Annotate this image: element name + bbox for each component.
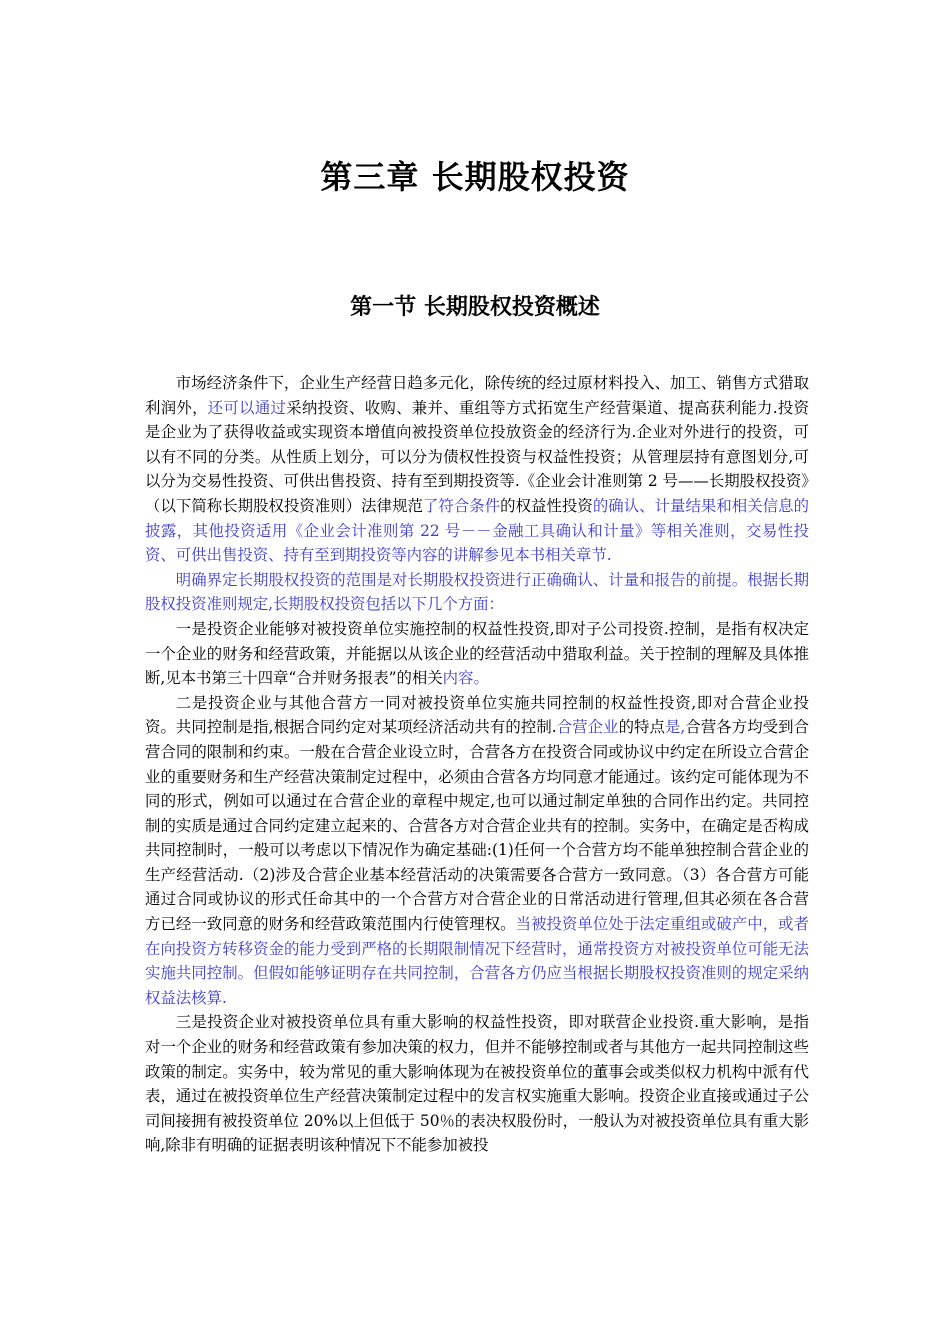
highlighted-text: 内容。 [442, 669, 489, 688]
paragraph-subsidiary [145, 617, 809, 691]
text-segment: 合营各方均受到合营合同的限制和约束。一般在合营企业设立时，合营各方在投资合同或协议中约定在所设立合营企业的重要财务和生产经营决策制定过程中，必须由合营各方均同意才能通过。该约定可能体现为不同的形式，例如可以通过在合营企业的章程中规定,也可以通过制定单独的合同作出约定。共同控制的实质是通过合同约定建立起来的、合营各方对合营企业共有的控制。实务中，在确定是否构成共同控制时，一般可以考虑以下情况作为确定基础:(1)任何一个合营方均不能单独控制合营企业的生产经营活动.（2)涉及合营企业基本经营活动的决策需要各合营方一致同意。（3）各合营方可能通过合同或协议的形式任命其中的一个合营方对合营企业的日常活动进行管理,但其必须在各合营方已经一致同意的财务和经营政策范围内行使管理权。 [145, 718, 809, 934]
highlighted-text: 合营企业 [556, 718, 619, 737]
highlighted-text: 的确认、计量结果和相关信息的披露，其他投资适用《企业会计准则第 22 号－－金融工具确认和计量》等相关准则，交易性投资、可供出售投资、持有至到期投资等内容的讲解参见本书相关章节. [145, 496, 809, 565]
text-segment: 市场经济条件下，企业生产经营日趋多元化，除传统的经过原材料投入、加工、销售方式猎取利润外， [145, 374, 809, 417]
text-segment: 一是投资企业能够对被投资单位实施控制的权益性投资,即对子公司投资.控制，是指有权决定一个企业的财务和经营政策，并能据以从该企业的经营活动中猎取利益。关于控制的理解及具体推断,见本书第三十四章“合并财务报表”的相关 [145, 619, 809, 688]
body-text [145, 371, 809, 1158]
text-segment: 的权益性投资 [500, 496, 593, 515]
paragraph-associate [145, 1010, 809, 1158]
section-title: 第一节 长期股权投资概述 [350, 295, 600, 320]
text-segment: 三是投资企业对被投资单位具有重大影响的权益性投资，即对联营企业投资.重大影响，是指对一个企业的财务和经营政策有参加决策的权力，但并不能够控制或者与其他方一起共同控制这些政策的制定。实务中，较为常见的重大影响体现为在被投资单位的董事会或类似权力机构中派有代表，通过在被投资单位生产经营决策制定过程中的发言权实施重大影响。投资企业直接或通过子公司间接拥有被投资单位 20%以上但低于 50％的表决权股份时，一般认为对被投资单位具有重大影响,除非有明确的证据表明该种情况下不能参加被投 [145, 1013, 809, 1155]
highlighted-text: 了符合条件 [422, 496, 501, 515]
paragraph-scope [145, 568, 809, 617]
chapter-title: 第三章 长期股权投资 [320, 158, 630, 196]
text-segment: 的特点 [618, 718, 665, 737]
text-segment: 二是投资企业与其他合营方一同对被投资单位实施共同控制的权益性投资,即对合营企业投资。共同控制是指,根据合同约定对某项经济活动共有的控制. [145, 693, 809, 737]
highlighted-text: 当被投资单位处于法定重组或破产中，或者在向投资方转移资金的能力受到严格的长期限制情况下经营时，通常投资方对被投资单位可能无法实施共同控制。但假如能够证明存在共同控制，合营各方仍应当根据长期股权投资准则的规定采纳权益法核算. [145, 915, 809, 1007]
highlighted-text: 是, [664, 718, 686, 737]
paragraph-joint-venture [145, 691, 809, 1011]
highlighted-text: 明确界定长期股权投资的范围是对长期股权投资进行正确确认、计量和报告的前提。根据长期股权投资准则规定,长期股权投资包括以下几个方面： [145, 570, 809, 614]
highlighted-text: 还可以通过 [207, 398, 287, 417]
text-segment: 采纳投资、收购、兼并、重组等方式拓宽生产经营渠道、提高获利能力.投资是企业为了获得收益或实现资本增值向被投资单位投放资金的经济行为.企业对外进行的投资，可以有不同的分类。从性质上划分，可以分为债权性投资与权益性投资；从管理层持有意图划分,可以分为交易性投资、可供出售投资、持有至到期投资等.《企业会计准则第 2 号——长期股权投资》（以下简称长期股权投资准则）法律规范 [145, 398, 809, 515]
paragraph-intro [145, 371, 809, 568]
